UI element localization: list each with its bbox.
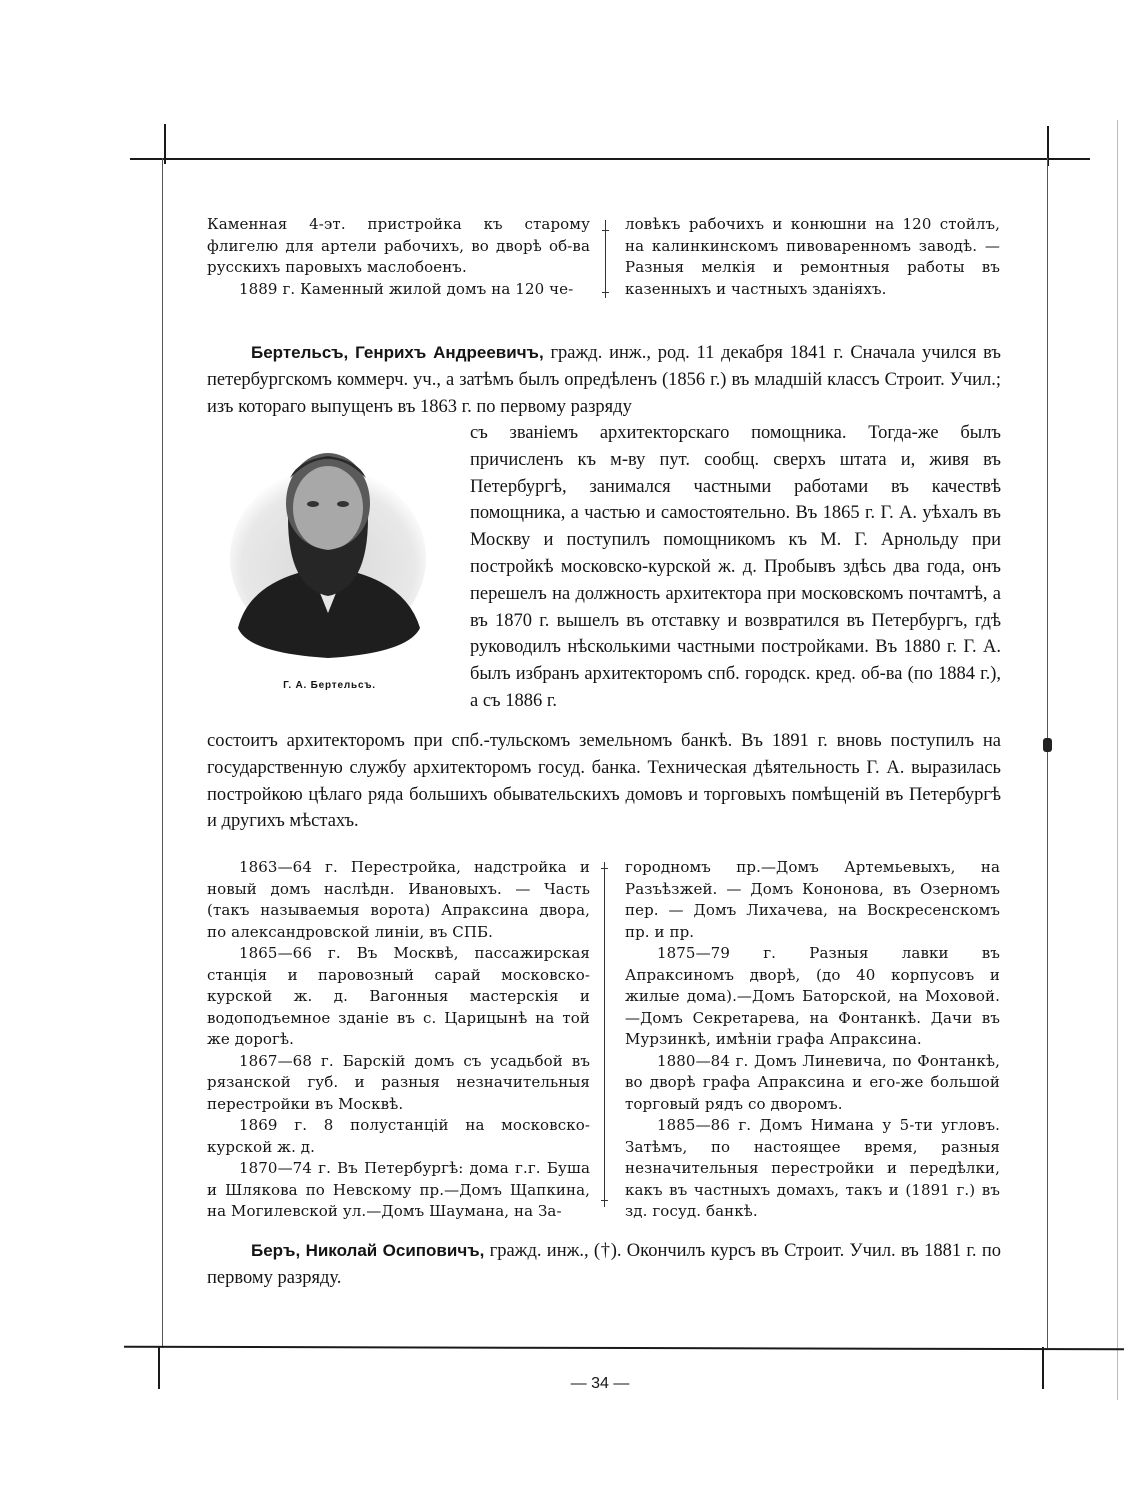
top-frame-rule bbox=[130, 158, 1090, 160]
bio-wrap-text: съ званіемъ архитекторскаго помощника. Тогда-же былъ причисленъ къ м-ву пут. сообщ. сверхъ штата и, живя въ Петербургѣ, занимался частными работами въ качествѣ помощника, а частью и самостоятельно. Въ 1865 г. Г. А. уѣхалъ въ Москву и поступилъ помощникомъ къ М. Г. Арнольду при постройкѣ московско-курской ж. д. Пробывъ здѣсь два года, онъ перешелъ на должность архитектора при московскомъ почтамтѣ, а въ 1870 г. вышелъ въ отставку и возвратился въ Петербургъ, гдѣ руководилъ нѣсколькими частными постройками. Въ 1880 г. Г. А. былъ избранъ архитекторомъ спб. городск. кред. об-ва (по 1884 г.), а съ 1886 г. bbox=[470, 423, 1001, 711]
outer-right-edge bbox=[1117, 120, 1118, 1400]
left-frame-rule-bottom bbox=[158, 1347, 160, 1389]
ink-blot bbox=[1043, 738, 1052, 752]
top-right-column bbox=[625, 214, 1000, 300]
page-number: — 34 — bbox=[570, 1375, 630, 1392]
person-name: Беръ, Николай Осиповичъ, bbox=[251, 1241, 485, 1260]
right-frame-rule-bottom bbox=[1042, 1347, 1044, 1389]
works-right-column bbox=[625, 857, 1000, 1223]
work-item: 1867—68 г. Барскій домъ съ усадьбой въ рязанской губ. и разныя незначительныя перестройки въ Москвѣ. bbox=[207, 1051, 590, 1113]
paragraph: Каменная 4-эт. пристройка къ старому флигелю для артели рабочихъ, во дворѣ об-ва русскихъ паровыхъ маслобоенъ. bbox=[207, 215, 590, 276]
work-item: 1870—74 г. Въ Петербургѣ: дома г.г. Буша и Шлякова по Невскому пр.—Домъ Щапкина, на Могилевской ул.—Домъ Шаумана, на За- bbox=[207, 1159, 590, 1220]
paragraph: 1889 г. Каменный жилой домъ на 120 че- bbox=[239, 279, 574, 298]
work-item: 1869 г. 8 полустанцій на московско-курской ж. д. bbox=[207, 1116, 590, 1156]
bio-text: гражд. инж., (†). Окончилъ курсъ въ Строит. Учил. въ 1881 г. по первому разряду. bbox=[207, 1241, 1001, 1288]
left-frame-rule bbox=[162, 158, 163, 1348]
bio-continuation: состоитъ архитекторомъ при спб.-тульскомъ земельномъ банкѣ. Въ 1891 г. вновь поступилъ на государственную службу архитекторомъ госуд. банка. Техническая дѣятельность Г. А. выразилась постройкою цѣлаго ряда большихъ обывательскихъ домовъ и торговыхъ помѣщеній въ Петербургѣ и другихъ мѣстахъ. bbox=[207, 731, 1001, 832]
bio-entry-bertels-intro bbox=[207, 340, 1001, 420]
bio-text: гражд. инж., род. 11 декабря 1841 г. Сначала учился въ петербургскомъ коммерч. уч., а затѣмъ былъ опредѣленъ (1856 г.) въ младшій классъ Строит. Учил.; изъ котораго выпущенъ въ 1863 г. по первому разряду bbox=[207, 343, 1001, 417]
work-item: 1875—79 г. Разныя лавки въ Апраксиномъ дворѣ, (до 40 корпусовъ и жилые дома).—Домъ Баторской, на Моховой.—Домъ Секретарева, на Фонтанкѣ. Дачи въ Мурзинкѣ, имѣніи графа Апраксина. bbox=[625, 944, 1000, 1048]
work-item: городномъ пр.—Домъ Артемьевыхъ, на Разъѣзжей. — Домъ Кононова, въ Озерномъ пер. — Домъ Лихачева, на Воскресенскомъ пр. и пр. bbox=[625, 858, 1000, 941]
works-left-column bbox=[207, 857, 590, 1223]
top-left-column bbox=[207, 214, 590, 300]
work-item: 1885—86 г. Домъ Нимана у 5-ти угловъ. Затѣмъ, по настоящее время, разныя незначительныя перестройки и передѣлки, какъ въ частныхъ домахъ, такъ и (1891 г.) въ зд. госуд. банкѣ. bbox=[625, 1116, 1000, 1220]
work-item: 1865—66 г. Въ Москвѣ, пассажирская станція и паровозный сарай московско-курской ж. д. Вагонныя мастерскія и водоподъемное зданіе въ с. Царицынѣ на той же дорогѣ. bbox=[207, 944, 590, 1048]
work-item: 1880—84 г. Домъ Линевича, по Фонтанкѣ, во дворѣ графа Апраксина и его-же большой торговый рядъ со дворомъ. bbox=[625, 1051, 1000, 1113]
column-divider bbox=[605, 220, 606, 298]
person-name: Бертельсъ, Генрихъ Андреевичъ, bbox=[251, 343, 544, 362]
portrait-caption: Г. А. Бертельсъ. bbox=[283, 680, 376, 691]
bottom-frame-rule bbox=[124, 1346, 1124, 1351]
bio-entry-ber bbox=[207, 1238, 1001, 1292]
column-divider bbox=[604, 862, 605, 1207]
paragraph: ловѣкъ рабочихъ и конюшни на 120 стойлъ, на калинкинскомъ пивоваренномъ заводѣ. — Разныя мелкія и ремонтныя работы въ казенныхъ и частныхъ зданіяхъ. bbox=[625, 215, 1000, 298]
work-item: 1863—64 г. Перестройка, надстройка и новый домъ наслѣдн. Ивановыхъ. — Часть (такъ называемыя ворота) Апраксина двора, по александровской линіи, въ СПБ. bbox=[207, 858, 590, 941]
right-frame-rule bbox=[1047, 158, 1048, 1348]
portrait-photo-icon bbox=[228, 438, 428, 663]
left-frame-rule-top bbox=[164, 124, 166, 164]
